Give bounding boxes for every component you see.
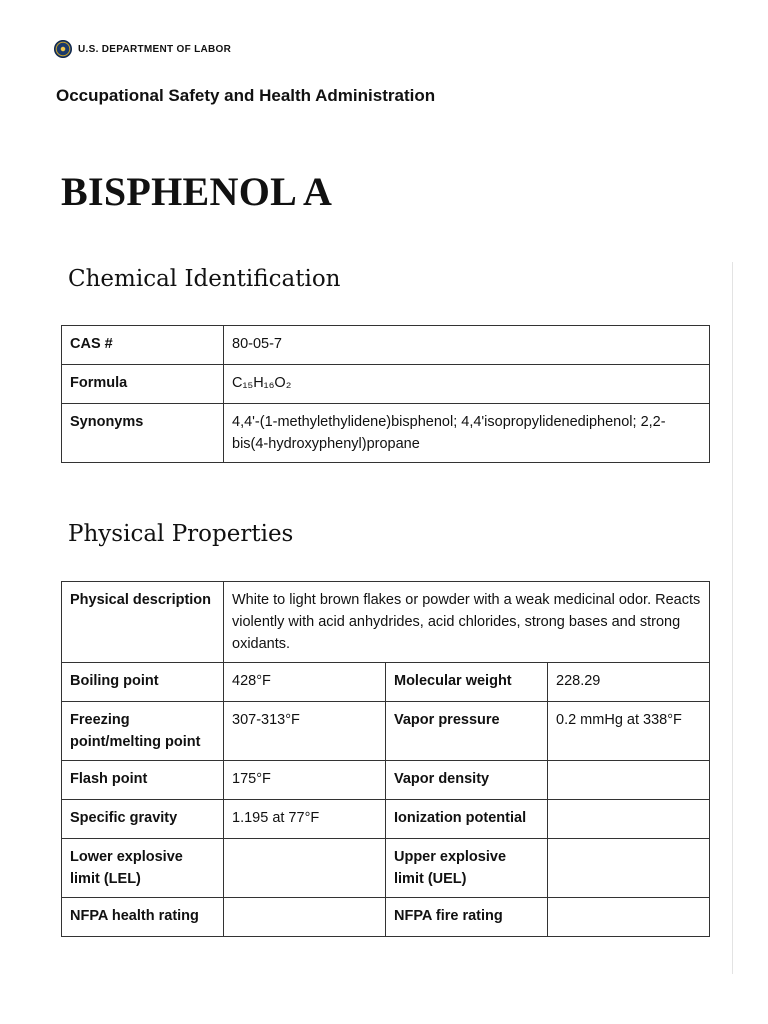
nfpa-fire-value	[548, 898, 710, 937]
table-row	[62, 800, 710, 839]
cas-label: CAS #	[62, 326, 224, 365]
nfpa-fire-label: NFPA fire rating	[386, 898, 548, 937]
subagency-name: Occupational Safety and Health Administration	[56, 86, 436, 105]
table-row	[62, 663, 710, 702]
chemical-identification-heading: Chemical Identification	[68, 266, 341, 292]
ionization-potential-label: Ionization potential	[386, 800, 548, 839]
formula-label: Formula	[62, 365, 224, 404]
table-row	[62, 898, 710, 937]
nfpa-health-label: NFPA health rating	[62, 898, 224, 937]
uel-value	[548, 839, 710, 898]
freezing-point-label: Freezing point/melting point	[62, 702, 224, 761]
page-title: BISPHENOL A	[61, 169, 333, 214]
vapor-pressure-label: Vapor pressure	[386, 702, 548, 761]
table-row	[62, 702, 710, 761]
vapor-density-value	[548, 761, 710, 800]
agency-header	[54, 40, 231, 58]
table-row	[62, 761, 710, 800]
freezing-point-value: 307-313°F	[224, 702, 386, 761]
formula-value: C₁₅H₁₆O₂	[224, 365, 710, 404]
lel-label: Lower explosive limit (LEL)	[62, 839, 224, 898]
synonyms-label: Synonyms	[62, 404, 224, 463]
table-row	[62, 404, 710, 463]
physical-description-value: White to light brown flakes or powder with a weak medicinal odor. Reacts violently with acid anhydrides, acid chlorides, strong bases and strong oxidants.	[224, 582, 710, 663]
vapor-pressure-value: 0.2 mmHg at 338°F	[548, 702, 710, 761]
agency-name: U.S. DEPARTMENT OF LABOR	[78, 43, 232, 55]
table-row	[62, 582, 710, 663]
nfpa-health-value	[224, 898, 386, 937]
chemical-identification-table	[61, 325, 710, 463]
right-divider	[732, 262, 733, 974]
vapor-density-label: Vapor density	[386, 761, 548, 800]
molecular-weight-label: Molecular weight	[386, 663, 548, 702]
physical-description-label: Physical description	[62, 582, 224, 663]
flash-point-label: Flash point	[62, 761, 224, 800]
ionization-potential-value	[548, 800, 710, 839]
boiling-point-value: 428°F	[224, 663, 386, 702]
table-row	[62, 839, 710, 898]
molecular-weight-value: 228.29	[548, 663, 710, 702]
boiling-point-label: Boiling point	[62, 663, 224, 702]
physical-properties-table	[61, 581, 710, 937]
dol-seal-icon	[54, 40, 72, 58]
uel-label: Upper explosive limit (UEL)	[386, 839, 548, 898]
table-row	[62, 365, 710, 404]
specific-gravity-value: 1.195 at 77°F	[224, 800, 386, 839]
flash-point-value: 175°F	[224, 761, 386, 800]
physical-properties-heading: Physical Properties	[68, 521, 294, 547]
specific-gravity-label: Specific gravity	[62, 800, 224, 839]
cas-value: 80-05-7	[224, 326, 710, 365]
synonyms-value: 4,4'-(1-methylethylidene)bisphenol; 4,4'isopropylidenediphenol; 2,2-bis(4-hydroxyphenyl)propane	[224, 404, 710, 463]
table-row	[62, 326, 710, 365]
lel-value	[224, 839, 386, 898]
